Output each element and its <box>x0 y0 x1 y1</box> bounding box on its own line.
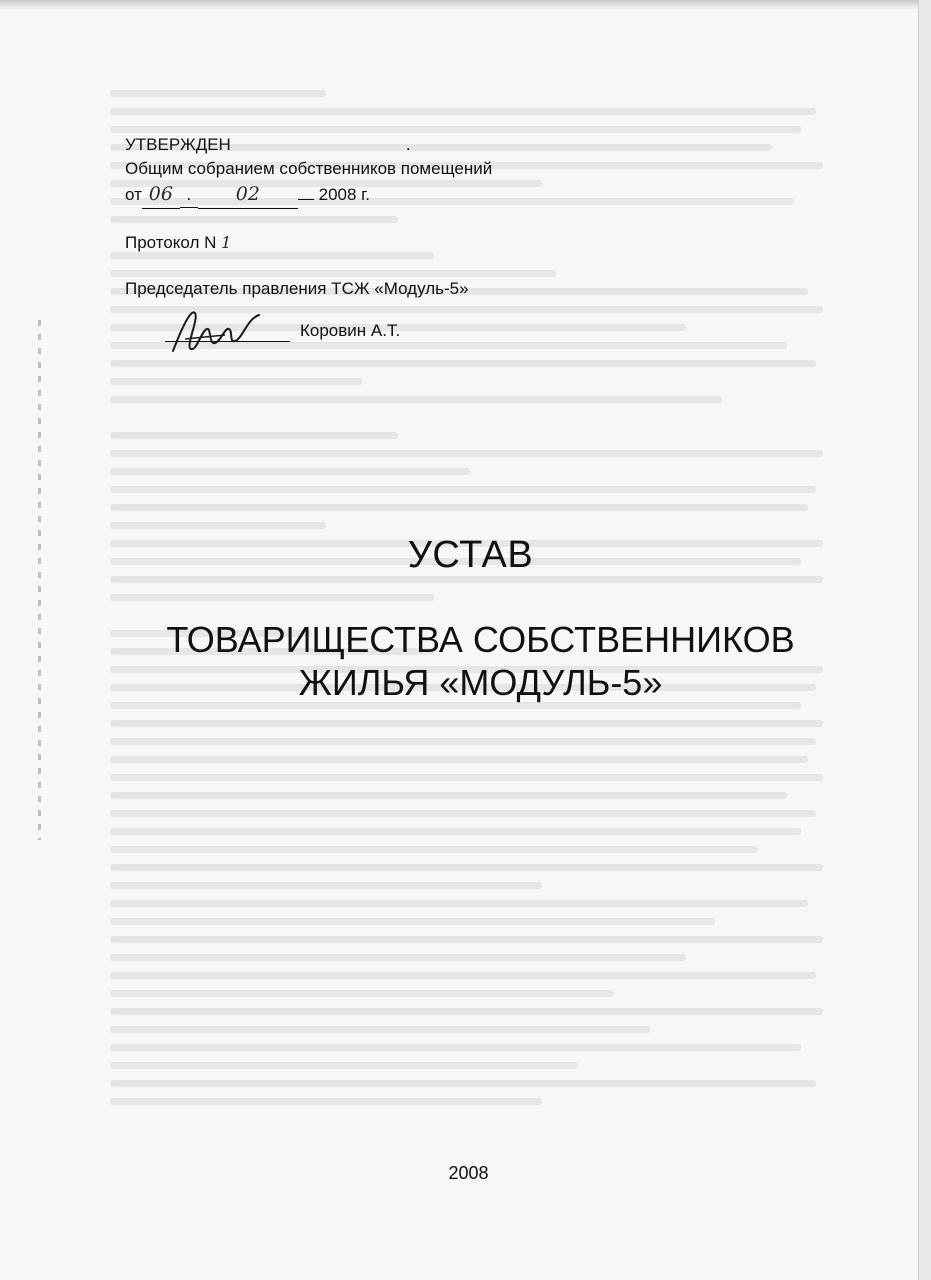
approval-date <box>125 181 492 209</box>
document-year: 2008 <box>448 1163 489 1183</box>
approved-by-line: Общим собранием собственников помещений <box>125 159 493 179</box>
date-prefix: от <box>125 185 142 205</box>
date-separator: . <box>180 183 198 208</box>
date-month: 02 <box>198 181 298 209</box>
subtitle-line-2: ЖИЛЬЯ «МОДУЛЬ-5» <box>298 662 663 704</box>
date-month-tail <box>298 199 314 200</box>
subtitle-line-1: ТОВАРИЩЕСТВА СОБСТВЕННИКОВ <box>166 619 795 660</box>
chair-title: Председатель правления ТСЖ «Модуль-5» <box>125 279 469 299</box>
staple-holes <box>38 320 41 840</box>
scan-top-edge <box>0 0 931 10</box>
protocol-label: Протокол N <box>125 233 217 253</box>
approval-block <box>125 133 492 355</box>
handwritten-signature <box>155 305 275 365</box>
protocol-number: 1 <box>221 233 232 253</box>
protocol-line <box>125 231 492 255</box>
document-title: УСТАВ <box>407 534 534 576</box>
approved-dot: . <box>405 135 411 154</box>
date-year: 2008 г. <box>318 185 370 205</box>
signature-row <box>125 311 492 355</box>
date-day: 06 <box>142 181 180 209</box>
document-subtitle <box>0 618 931 704</box>
approved-label: УТВЕРЖДЕН <box>125 135 231 154</box>
approved-heading <box>125 133 492 157</box>
chair-name: Коровин А.Т. <box>300 321 401 341</box>
